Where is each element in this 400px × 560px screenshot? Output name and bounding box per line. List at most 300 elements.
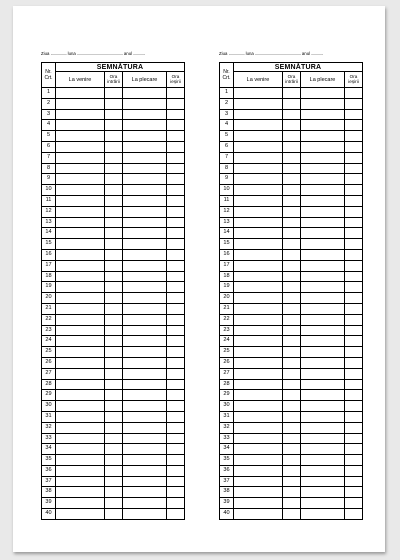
departure-signature-cell[interactable]	[123, 293, 167, 304]
departure-signature-cell[interactable]	[123, 185, 167, 196]
arrival-time-cell[interactable]	[283, 88, 301, 99]
departure-time-cell[interactable]	[167, 433, 185, 444]
arrival-time-cell[interactable]	[105, 293, 123, 304]
day-blank[interactable]: ................	[228, 51, 245, 56]
departure-signature-cell[interactable]	[123, 163, 167, 174]
arrival-time-cell[interactable]	[105, 228, 123, 239]
arrival-time-cell[interactable]	[105, 141, 123, 152]
departure-signature-cell[interactable]	[123, 357, 167, 368]
arrival-time-cell[interactable]	[283, 325, 301, 336]
arrival-signature-cell[interactable]	[234, 185, 283, 196]
departure-signature-cell[interactable]	[301, 206, 345, 217]
departure-signature-cell[interactable]	[301, 390, 345, 401]
arrival-time-cell[interactable]	[283, 185, 301, 196]
arrival-time-cell[interactable]	[283, 357, 301, 368]
departure-time-cell[interactable]	[167, 239, 185, 250]
departure-time-cell[interactable]	[167, 357, 185, 368]
departure-signature-cell[interactable]	[123, 487, 167, 498]
departure-signature-cell[interactable]	[301, 498, 345, 509]
departure-time-cell[interactable]	[345, 185, 363, 196]
departure-signature-cell[interactable]	[123, 433, 167, 444]
arrival-time-cell[interactable]	[105, 411, 123, 422]
departure-time-cell[interactable]	[345, 476, 363, 487]
departure-signature-cell[interactable]	[123, 271, 167, 282]
arrival-signature-cell[interactable]	[234, 239, 283, 250]
arrival-time-cell[interactable]	[283, 379, 301, 390]
departure-time-cell[interactable]	[167, 487, 185, 498]
arrival-signature-cell[interactable]	[234, 141, 283, 152]
arrival-time-cell[interactable]	[283, 98, 301, 109]
departure-signature-cell[interactable]	[301, 185, 345, 196]
arrival-signature-cell[interactable]	[56, 476, 105, 487]
departure-time-cell[interactable]	[345, 131, 363, 142]
departure-signature-cell[interactable]	[301, 303, 345, 314]
arrival-time-cell[interactable]	[105, 487, 123, 498]
departure-time-cell[interactable]	[167, 325, 185, 336]
arrival-signature-cell[interactable]	[56, 163, 105, 174]
arrival-signature-cell[interactable]	[234, 314, 283, 325]
arrival-signature-cell[interactable]	[234, 476, 283, 487]
departure-signature-cell[interactable]	[301, 368, 345, 379]
departure-time-cell[interactable]	[345, 303, 363, 314]
departure-time-cell[interactable]	[345, 98, 363, 109]
departure-signature-cell[interactable]	[301, 401, 345, 412]
arrival-signature-cell[interactable]	[234, 347, 283, 358]
arrival-time-cell[interactable]	[105, 314, 123, 325]
arrival-signature-cell[interactable]	[56, 444, 105, 455]
arrival-signature-cell[interactable]	[234, 368, 283, 379]
arrival-time-cell[interactable]	[105, 195, 123, 206]
arrival-signature-cell[interactable]	[56, 509, 105, 520]
departure-signature-cell[interactable]	[301, 487, 345, 498]
arrival-time-cell[interactable]	[283, 228, 301, 239]
departure-signature-cell[interactable]	[301, 152, 345, 163]
arrival-time-cell[interactable]	[283, 206, 301, 217]
departure-time-cell[interactable]	[345, 163, 363, 174]
departure-time-cell[interactable]	[167, 217, 185, 228]
arrival-signature-cell[interactable]	[56, 260, 105, 271]
arrival-signature-cell[interactable]	[234, 303, 283, 314]
departure-time-cell[interactable]	[167, 347, 185, 358]
arrival-signature-cell[interactable]	[234, 336, 283, 347]
departure-signature-cell[interactable]	[301, 109, 345, 120]
arrival-signature-cell[interactable]	[56, 336, 105, 347]
arrival-signature-cell[interactable]	[56, 98, 105, 109]
arrival-signature-cell[interactable]	[234, 271, 283, 282]
departure-signature-cell[interactable]	[301, 217, 345, 228]
departure-signature-cell[interactable]	[301, 357, 345, 368]
arrival-time-cell[interactable]	[283, 195, 301, 206]
arrival-signature-cell[interactable]	[234, 487, 283, 498]
departure-time-cell[interactable]	[345, 347, 363, 358]
arrival-signature-cell[interactable]	[234, 228, 283, 239]
arrival-time-cell[interactable]	[283, 336, 301, 347]
arrival-signature-cell[interactable]	[234, 509, 283, 520]
arrival-time-cell[interactable]	[105, 498, 123, 509]
departure-signature-cell[interactable]	[123, 476, 167, 487]
departure-signature-cell[interactable]	[301, 174, 345, 185]
arrival-time-cell[interactable]	[283, 217, 301, 228]
departure-signature-cell[interactable]	[123, 390, 167, 401]
departure-signature-cell[interactable]	[301, 476, 345, 487]
arrival-signature-cell[interactable]	[56, 401, 105, 412]
departure-time-cell[interactable]	[345, 455, 363, 466]
arrival-time-cell[interactable]	[283, 347, 301, 358]
departure-signature-cell[interactable]	[301, 260, 345, 271]
year-blank[interactable]: ............	[133, 51, 146, 56]
arrival-time-cell[interactable]	[283, 465, 301, 476]
arrival-signature-cell[interactable]	[56, 411, 105, 422]
departure-time-cell[interactable]	[345, 239, 363, 250]
departure-signature-cell[interactable]	[123, 455, 167, 466]
departure-signature-cell[interactable]	[301, 433, 345, 444]
arrival-time-cell[interactable]	[105, 433, 123, 444]
departure-signature-cell[interactable]	[301, 249, 345, 260]
arrival-time-cell[interactable]	[283, 163, 301, 174]
arrival-time-cell[interactable]	[105, 444, 123, 455]
arrival-time-cell[interactable]	[283, 476, 301, 487]
arrival-signature-cell[interactable]	[234, 357, 283, 368]
arrival-signature-cell[interactable]	[56, 487, 105, 498]
departure-time-cell[interactable]	[167, 422, 185, 433]
departure-time-cell[interactable]	[167, 260, 185, 271]
departure-time-cell[interactable]	[345, 109, 363, 120]
arrival-time-cell[interactable]	[283, 509, 301, 520]
departure-signature-cell[interactable]	[123, 174, 167, 185]
departure-signature-cell[interactable]	[301, 293, 345, 304]
departure-signature-cell[interactable]	[123, 509, 167, 520]
departure-signature-cell[interactable]	[123, 217, 167, 228]
arrival-time-cell[interactable]	[105, 303, 123, 314]
arrival-signature-cell[interactable]	[56, 498, 105, 509]
departure-signature-cell[interactable]	[123, 411, 167, 422]
arrival-time-cell[interactable]	[283, 422, 301, 433]
departure-signature-cell[interactable]	[301, 228, 345, 239]
departure-time-cell[interactable]	[345, 487, 363, 498]
departure-time-cell[interactable]	[167, 282, 185, 293]
departure-time-cell[interactable]	[167, 120, 185, 131]
departure-signature-cell[interactable]	[123, 239, 167, 250]
arrival-time-cell[interactable]	[283, 271, 301, 282]
departure-signature-cell[interactable]	[301, 465, 345, 476]
arrival-time-cell[interactable]	[105, 455, 123, 466]
departure-time-cell[interactable]	[167, 98, 185, 109]
departure-time-cell[interactable]	[345, 249, 363, 260]
departure-time-cell[interactable]	[167, 206, 185, 217]
departure-signature-cell[interactable]	[123, 152, 167, 163]
arrival-time-cell[interactable]	[283, 239, 301, 250]
departure-signature-cell[interactable]	[123, 314, 167, 325]
arrival-signature-cell[interactable]	[234, 455, 283, 466]
arrival-time-cell[interactable]	[283, 249, 301, 260]
departure-time-cell[interactable]	[345, 195, 363, 206]
departure-signature-cell[interactable]	[123, 303, 167, 314]
departure-signature-cell[interactable]	[123, 109, 167, 120]
arrival-signature-cell[interactable]	[234, 163, 283, 174]
year-blank[interactable]: ............	[311, 51, 324, 56]
arrival-time-cell[interactable]	[283, 498, 301, 509]
departure-time-cell[interactable]	[167, 195, 185, 206]
arrival-time-cell[interactable]	[283, 401, 301, 412]
arrival-time-cell[interactable]	[283, 174, 301, 185]
arrival-signature-cell[interactable]	[234, 401, 283, 412]
arrival-signature-cell[interactable]	[56, 314, 105, 325]
departure-signature-cell[interactable]	[301, 379, 345, 390]
arrival-signature-cell[interactable]	[234, 379, 283, 390]
departure-time-cell[interactable]	[345, 444, 363, 455]
departure-signature-cell[interactable]	[123, 88, 167, 99]
departure-signature-cell[interactable]	[301, 336, 345, 347]
arrival-time-cell[interactable]	[105, 98, 123, 109]
arrival-signature-cell[interactable]	[234, 325, 283, 336]
arrival-signature-cell[interactable]	[56, 120, 105, 131]
arrival-signature-cell[interactable]	[56, 379, 105, 390]
arrival-time-cell[interactable]	[283, 368, 301, 379]
departure-time-cell[interactable]	[345, 152, 363, 163]
departure-signature-cell[interactable]	[301, 271, 345, 282]
departure-time-cell[interactable]	[167, 368, 185, 379]
departure-time-cell[interactable]	[345, 174, 363, 185]
departure-signature-cell[interactable]	[301, 141, 345, 152]
arrival-signature-cell[interactable]	[234, 98, 283, 109]
departure-time-cell[interactable]	[345, 422, 363, 433]
departure-time-cell[interactable]	[167, 174, 185, 185]
arrival-time-cell[interactable]	[105, 239, 123, 250]
arrival-signature-cell[interactable]	[234, 422, 283, 433]
departure-signature-cell[interactable]	[301, 131, 345, 142]
departure-time-cell[interactable]	[167, 163, 185, 174]
departure-time-cell[interactable]	[167, 131, 185, 142]
departure-signature-cell[interactable]	[123, 206, 167, 217]
arrival-time-cell[interactable]	[283, 131, 301, 142]
departure-time-cell[interactable]	[167, 141, 185, 152]
arrival-signature-cell[interactable]	[56, 249, 105, 260]
departure-signature-cell[interactable]	[123, 98, 167, 109]
arrival-signature-cell[interactable]	[56, 368, 105, 379]
arrival-signature-cell[interactable]	[56, 174, 105, 185]
departure-time-cell[interactable]	[167, 152, 185, 163]
arrival-signature-cell[interactable]	[234, 120, 283, 131]
arrival-signature-cell[interactable]	[56, 141, 105, 152]
arrival-signature-cell[interactable]	[56, 206, 105, 217]
month-blank[interactable]: ..............................................	[255, 51, 301, 56]
departure-time-cell[interactable]	[345, 271, 363, 282]
departure-time-cell[interactable]	[167, 509, 185, 520]
arrival-signature-cell[interactable]	[234, 174, 283, 185]
departure-time-cell[interactable]	[167, 411, 185, 422]
departure-time-cell[interactable]	[345, 465, 363, 476]
departure-signature-cell[interactable]	[301, 163, 345, 174]
arrival-signature-cell[interactable]	[234, 433, 283, 444]
departure-signature-cell[interactable]	[123, 498, 167, 509]
arrival-signature-cell[interactable]	[56, 293, 105, 304]
arrival-time-cell[interactable]	[105, 357, 123, 368]
arrival-time-cell[interactable]	[105, 249, 123, 260]
departure-time-cell[interactable]	[345, 401, 363, 412]
departure-signature-cell[interactable]	[123, 336, 167, 347]
arrival-time-cell[interactable]	[105, 174, 123, 185]
arrival-time-cell[interactable]	[105, 476, 123, 487]
departure-time-cell[interactable]	[167, 401, 185, 412]
arrival-time-cell[interactable]	[105, 282, 123, 293]
departure-time-cell[interactable]	[345, 411, 363, 422]
arrival-time-cell[interactable]	[283, 444, 301, 455]
departure-time-cell[interactable]	[345, 282, 363, 293]
departure-time-cell[interactable]	[345, 368, 363, 379]
departure-signature-cell[interactable]	[301, 422, 345, 433]
arrival-time-cell[interactable]	[283, 109, 301, 120]
arrival-time-cell[interactable]	[283, 282, 301, 293]
departure-time-cell[interactable]	[167, 185, 185, 196]
arrival-signature-cell[interactable]	[234, 195, 283, 206]
arrival-signature-cell[interactable]	[234, 152, 283, 163]
arrival-time-cell[interactable]	[105, 465, 123, 476]
arrival-signature-cell[interactable]	[234, 109, 283, 120]
departure-time-cell[interactable]	[345, 357, 363, 368]
departure-signature-cell[interactable]	[123, 131, 167, 142]
arrival-time-cell[interactable]	[283, 293, 301, 304]
departure-time-cell[interactable]	[345, 509, 363, 520]
arrival-time-cell[interactable]	[283, 260, 301, 271]
departure-time-cell[interactable]	[167, 336, 185, 347]
arrival-time-cell[interactable]	[105, 390, 123, 401]
arrival-signature-cell[interactable]	[234, 465, 283, 476]
arrival-time-cell[interactable]	[105, 206, 123, 217]
arrival-signature-cell[interactable]	[234, 217, 283, 228]
arrival-signature-cell[interactable]	[234, 249, 283, 260]
departure-time-cell[interactable]	[167, 303, 185, 314]
departure-signature-cell[interactable]	[301, 455, 345, 466]
departure-time-cell[interactable]	[345, 120, 363, 131]
departure-time-cell[interactable]	[345, 336, 363, 347]
departure-time-cell[interactable]	[167, 476, 185, 487]
arrival-signature-cell[interactable]	[56, 152, 105, 163]
arrival-time-cell[interactable]	[105, 325, 123, 336]
departure-signature-cell[interactable]	[123, 325, 167, 336]
departure-signature-cell[interactable]	[301, 509, 345, 520]
departure-time-cell[interactable]	[345, 260, 363, 271]
departure-time-cell[interactable]	[345, 314, 363, 325]
arrival-time-cell[interactable]	[105, 120, 123, 131]
departure-signature-cell[interactable]	[123, 422, 167, 433]
arrival-signature-cell[interactable]	[56, 433, 105, 444]
departure-signature-cell[interactable]	[301, 314, 345, 325]
arrival-time-cell[interactable]	[105, 109, 123, 120]
arrival-signature-cell[interactable]	[56, 88, 105, 99]
arrival-time-cell[interactable]	[105, 185, 123, 196]
arrival-time-cell[interactable]	[105, 401, 123, 412]
arrival-time-cell[interactable]	[283, 152, 301, 163]
arrival-time-cell[interactable]	[105, 163, 123, 174]
departure-signature-cell[interactable]	[301, 195, 345, 206]
departure-time-cell[interactable]	[167, 444, 185, 455]
arrival-signature-cell[interactable]	[56, 185, 105, 196]
departure-time-cell[interactable]	[167, 249, 185, 260]
arrival-time-cell[interactable]	[105, 217, 123, 228]
departure-signature-cell[interactable]	[123, 368, 167, 379]
arrival-signature-cell[interactable]	[56, 239, 105, 250]
departure-signature-cell[interactable]	[123, 120, 167, 131]
departure-signature-cell[interactable]	[301, 282, 345, 293]
arrival-signature-cell[interactable]	[56, 455, 105, 466]
departure-signature-cell[interactable]	[301, 120, 345, 131]
departure-time-cell[interactable]	[167, 271, 185, 282]
departure-time-cell[interactable]	[167, 379, 185, 390]
arrival-signature-cell[interactable]	[56, 228, 105, 239]
arrival-signature-cell[interactable]	[56, 303, 105, 314]
departure-time-cell[interactable]	[345, 390, 363, 401]
departure-signature-cell[interactable]	[123, 195, 167, 206]
departure-signature-cell[interactable]	[123, 401, 167, 412]
departure-signature-cell[interactable]	[301, 444, 345, 455]
arrival-time-cell[interactable]	[105, 336, 123, 347]
departure-time-cell[interactable]	[345, 217, 363, 228]
arrival-signature-cell[interactable]	[56, 465, 105, 476]
departure-signature-cell[interactable]	[123, 444, 167, 455]
arrival-time-cell[interactable]	[105, 260, 123, 271]
arrival-time-cell[interactable]	[283, 303, 301, 314]
departure-time-cell[interactable]	[345, 433, 363, 444]
departure-time-cell[interactable]	[167, 314, 185, 325]
arrival-signature-cell[interactable]	[234, 411, 283, 422]
departure-time-cell[interactable]	[167, 88, 185, 99]
arrival-signature-cell[interactable]	[234, 293, 283, 304]
departure-signature-cell[interactable]	[123, 465, 167, 476]
arrival-signature-cell[interactable]	[56, 422, 105, 433]
departure-time-cell[interactable]	[345, 88, 363, 99]
departure-signature-cell[interactable]	[123, 228, 167, 239]
arrival-signature-cell[interactable]	[56, 131, 105, 142]
departure-time-cell[interactable]	[345, 325, 363, 336]
departure-time-cell[interactable]	[167, 109, 185, 120]
arrival-signature-cell[interactable]	[56, 282, 105, 293]
departure-time-cell[interactable]	[167, 293, 185, 304]
day-blank[interactable]: ................	[50, 51, 67, 56]
departure-signature-cell[interactable]	[301, 239, 345, 250]
departure-time-cell[interactable]	[167, 465, 185, 476]
departure-signature-cell[interactable]	[123, 347, 167, 358]
departure-time-cell[interactable]	[167, 390, 185, 401]
departure-time-cell[interactable]	[345, 206, 363, 217]
departure-signature-cell[interactable]	[123, 379, 167, 390]
arrival-signature-cell[interactable]	[56, 325, 105, 336]
departure-signature-cell[interactable]	[301, 88, 345, 99]
arrival-signature-cell[interactable]	[234, 444, 283, 455]
arrival-time-cell[interactable]	[105, 152, 123, 163]
departure-signature-cell[interactable]	[301, 98, 345, 109]
arrival-signature-cell[interactable]	[234, 206, 283, 217]
arrival-signature-cell[interactable]	[56, 390, 105, 401]
month-blank[interactable]: ..............................................	[77, 51, 123, 56]
arrival-signature-cell[interactable]	[234, 390, 283, 401]
arrival-time-cell[interactable]	[283, 141, 301, 152]
departure-time-cell[interactable]	[167, 455, 185, 466]
arrival-time-cell[interactable]	[105, 368, 123, 379]
departure-time-cell[interactable]	[167, 498, 185, 509]
arrival-signature-cell[interactable]	[234, 260, 283, 271]
arrival-time-cell[interactable]	[105, 347, 123, 358]
arrival-signature-cell[interactable]	[56, 109, 105, 120]
arrival-signature-cell[interactable]	[234, 498, 283, 509]
departure-time-cell[interactable]	[345, 498, 363, 509]
departure-time-cell[interactable]	[345, 293, 363, 304]
departure-signature-cell[interactable]	[123, 282, 167, 293]
arrival-signature-cell[interactable]	[56, 271, 105, 282]
arrival-time-cell[interactable]	[283, 120, 301, 131]
departure-signature-cell[interactable]	[123, 249, 167, 260]
arrival-time-cell[interactable]	[105, 422, 123, 433]
departure-signature-cell[interactable]	[301, 411, 345, 422]
